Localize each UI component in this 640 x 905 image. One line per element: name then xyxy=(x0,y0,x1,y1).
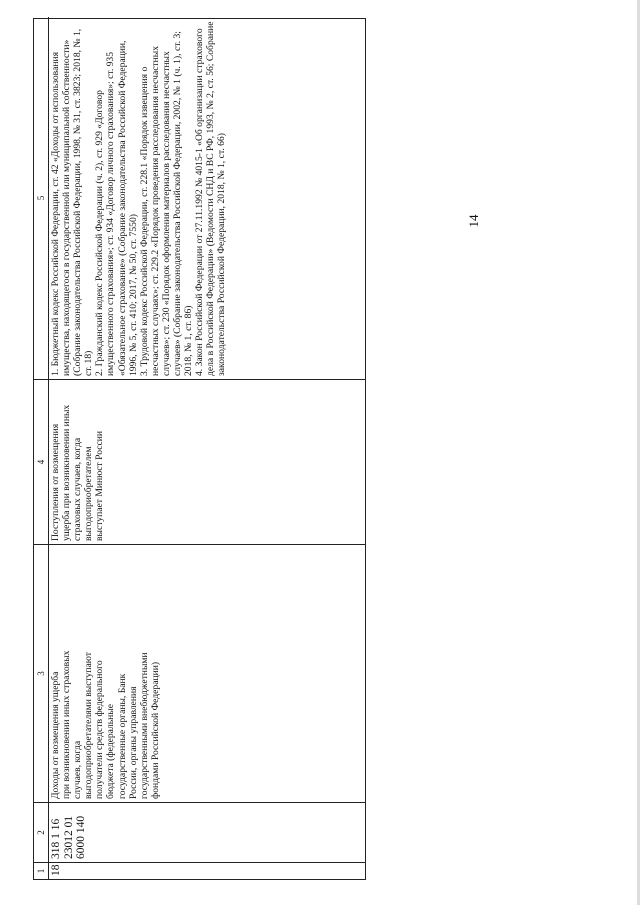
income-name-line: при возникновении иных страховых xyxy=(61,650,73,799)
income-name-line: выгодоприобретателями выступают xyxy=(83,652,95,799)
legal-basis-item: 1. Бюджетный кодекс Российской Федерации, ст. 42 «Доходы от использования имущества, находящегося в государственной или муниципальной собственности» (Собрание законодательства Российской Федерации, 1998, № 31, ст. 3823; 2018, № 1, ст. 18) xyxy=(50,28,95,376)
data-table xyxy=(33,18,366,880)
receipt-description-line: страховых случаев, когда xyxy=(72,437,84,541)
receipt-description-line: ущерба при возникновении иных xyxy=(61,404,73,541)
column-header-3: 3 xyxy=(34,544,49,802)
receipt-description-line: выгодоприобретателем xyxy=(83,446,95,541)
receipt-description-line: Поступления от возмещения xyxy=(50,423,61,541)
column-header-2: 2 xyxy=(34,802,49,862)
legal-basis-item: 4. Закон Российской Федерации от 27.11.1992 № 4015-1 «Об организации страхового дела в Российской Федерации» (Ведомости СНД и ВС РФ, 1993, № 2, ст. 56; Собрание законодательства Российской Федерации, 2018, № 1, ст. 66) xyxy=(194,21,228,376)
code-line: 6000 140 xyxy=(75,815,87,859)
legal-basis xyxy=(49,17,366,379)
column-header-1: 1 xyxy=(34,862,49,879)
income-name xyxy=(49,544,366,802)
income-name-line: бюджета (федеральные xyxy=(105,704,117,799)
income-name-line: Доходы от возмещения ущерба xyxy=(50,671,61,799)
income-name-line: получатели средств федерального xyxy=(94,660,106,799)
legal-basis-item: 2. Гражданский кодекс Российской Федерации (ч. 2), ст. 929 «Договор имущественного страхования»; ст. 934 «Договор личного страхования»; ст. 935 «Обязательное страхование» (Собрание законодательства Российской Федерации, 1996, № 5, ст. 410; 2017, № 50, ст. 7550) xyxy=(94,40,139,376)
receipt-description-line: выступает Минюст России xyxy=(94,430,106,541)
income-name-line: государственные органы, Банк xyxy=(116,673,128,799)
classification-code xyxy=(49,802,366,862)
column-header-4: 4 xyxy=(34,379,49,544)
column-header-5: 5 xyxy=(34,17,49,379)
code-line: 23012 01 xyxy=(62,815,75,859)
row-number: 18 xyxy=(49,862,366,879)
income-name-line: фондами Российской Федерации) xyxy=(149,661,161,799)
page-number: 14 xyxy=(466,214,481,228)
code-line: 318 1 16 xyxy=(50,818,62,859)
income-name-line: России, органы управления xyxy=(127,686,139,799)
legal-basis-item: 3. Трудовой кодекс Российской Федерации, ст. 228.1 «Порядок извещения о несчастных случаях»; ст. 229.2 «Порядок проведения расследования несчастных случаев»; ст. 230 «Порядок оформления материалов расследования несчастных случаев» (Собрание законодательства Российской Федерации, 2002, № 1 (ч. 1), ст. 3; 2018, № 1, ст. 86) xyxy=(138,31,195,376)
income-name-line: государственными внебюджетными xyxy=(138,652,150,799)
income-name-line: случаев, когда xyxy=(72,740,84,799)
receipt-description xyxy=(49,379,366,544)
